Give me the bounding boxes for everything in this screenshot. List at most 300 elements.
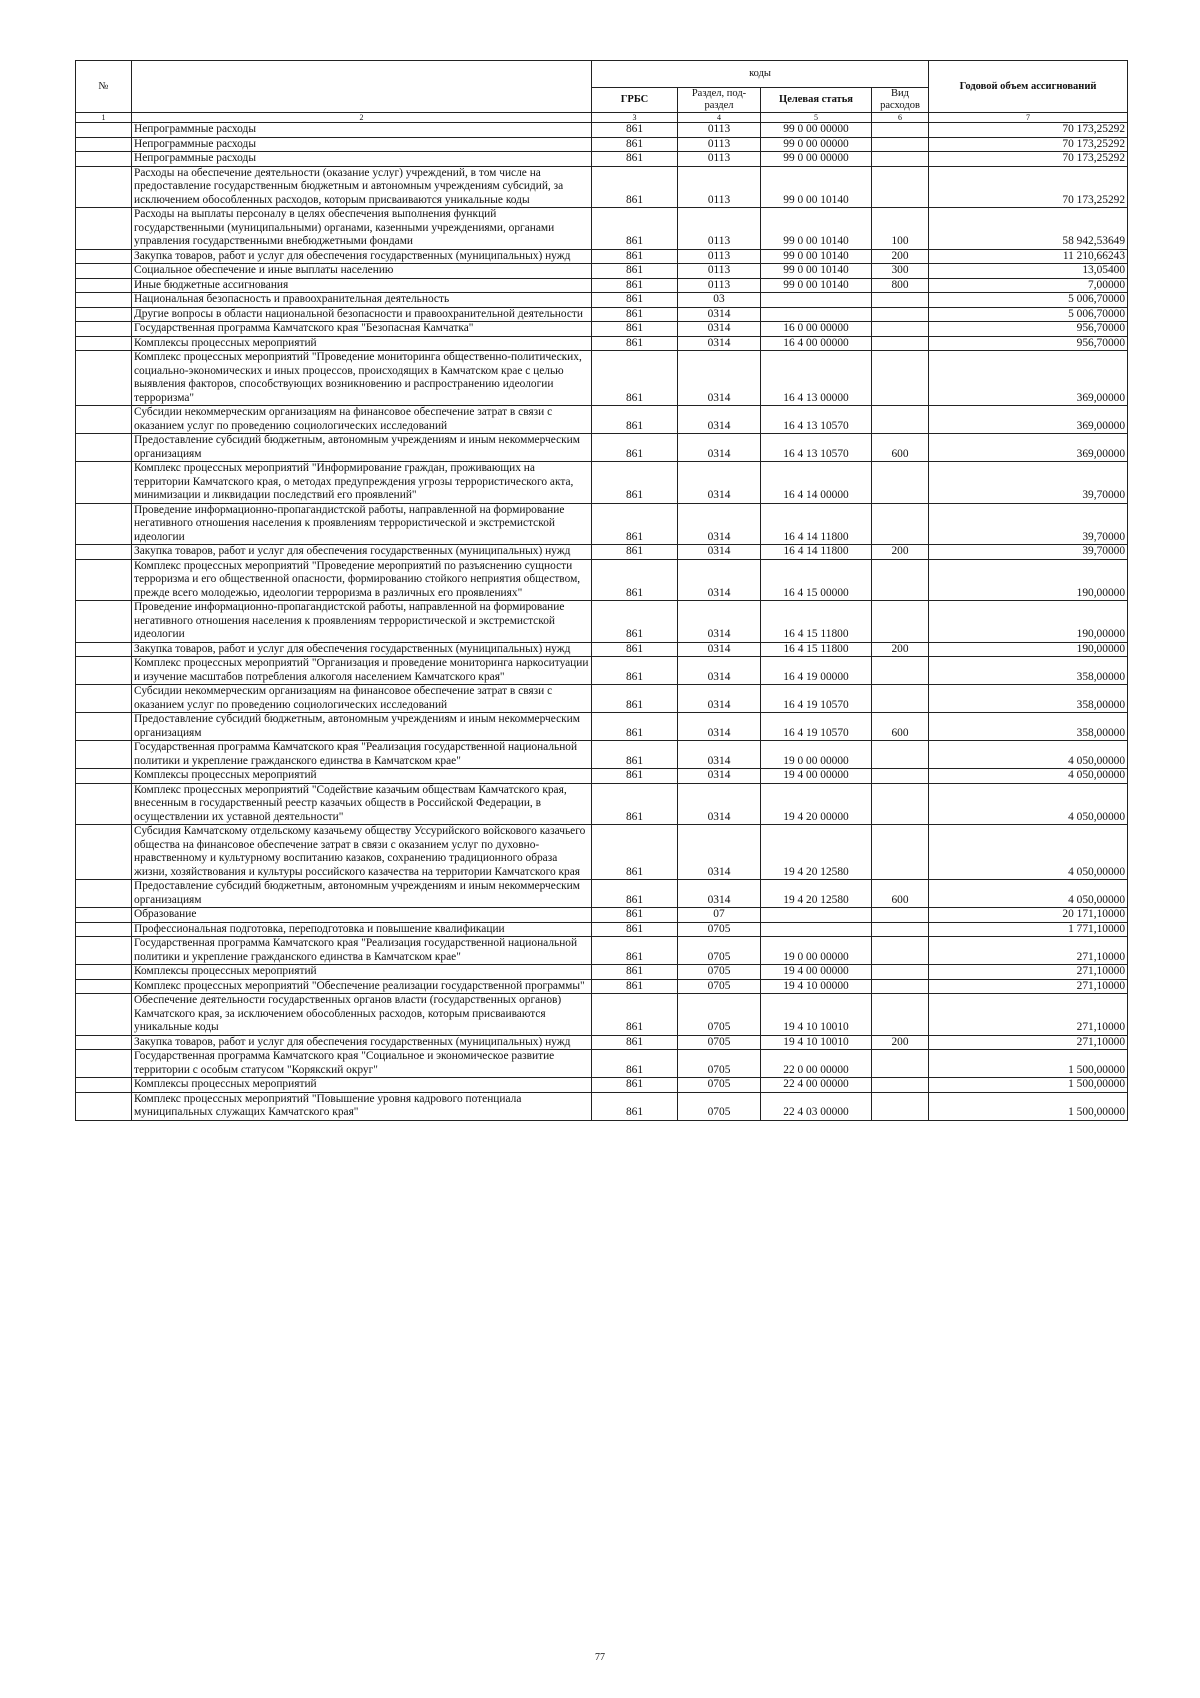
table-header	[76, 61, 1128, 123]
row-expense-type	[872, 462, 929, 504]
row-expense-type	[872, 685, 929, 713]
row-amount: 1 500,00000	[929, 1078, 1128, 1093]
table-row	[76, 783, 1128, 825]
row-section: 0705	[678, 965, 761, 980]
row-no	[76, 685, 132, 713]
row-amount: 70 173,25292	[929, 137, 1128, 152]
row-name: Комплексы процессных мероприятий	[132, 1078, 592, 1093]
row-no	[76, 1092, 132, 1120]
row-expense-type	[872, 137, 929, 152]
row-amount: 7,00000	[929, 278, 1128, 293]
col-number: 5	[761, 113, 872, 123]
row-amount: 4 050,00000	[929, 769, 1128, 784]
table-row	[76, 937, 1128, 965]
row-target: 19 4 20 12580	[761, 825, 872, 880]
table-row	[76, 166, 1128, 208]
row-name: Непрограммные расходы	[132, 123, 592, 138]
row-section: 0705	[678, 1050, 761, 1078]
row-target: 19 0 00 00000	[761, 937, 872, 965]
header-codes: коды	[592, 61, 929, 88]
row-section: 0314	[678, 741, 761, 769]
row-section: 0314	[678, 406, 761, 434]
row-name: Закупка товаров, работ и услуг для обеспечения государственных (муниципальных) нужд	[132, 545, 592, 560]
row-expense-type	[872, 783, 929, 825]
row-amount: 271,10000	[929, 1035, 1128, 1050]
budget-table-sheet	[75, 60, 1127, 1121]
row-no	[76, 307, 132, 322]
row-grbs: 861	[592, 741, 678, 769]
row-expense-type: 200	[872, 545, 929, 560]
table-row	[76, 559, 1128, 601]
row-section: 0314	[678, 351, 761, 406]
row-grbs: 861	[592, 351, 678, 406]
row-target: 16 4 14 11800	[761, 545, 872, 560]
row-section: 0314	[678, 434, 761, 462]
row-grbs: 861	[592, 123, 678, 138]
table-row	[76, 336, 1128, 351]
row-no	[76, 601, 132, 643]
row-no	[76, 351, 132, 406]
table-row	[76, 769, 1128, 784]
row-grbs: 861	[592, 769, 678, 784]
table-row	[76, 1092, 1128, 1120]
row-expense-type: 800	[872, 278, 929, 293]
row-expense-type	[872, 825, 929, 880]
row-name: Непрограммные расходы	[132, 137, 592, 152]
row-grbs: 861	[592, 994, 678, 1036]
row-expense-type	[872, 965, 929, 980]
row-amount: 190,00000	[929, 601, 1128, 643]
header-annual: Годовой объем ассигнований	[929, 61, 1128, 113]
row-amount: 369,00000	[929, 351, 1128, 406]
row-section: 0314	[678, 307, 761, 322]
row-name: Предоставление субсидий бюджетным, автономным учреждениям и иным некоммерческим организациям	[132, 713, 592, 741]
row-section: 0113	[678, 264, 761, 279]
row-amount: 39,70000	[929, 503, 1128, 545]
row-no	[76, 922, 132, 937]
row-no	[76, 979, 132, 994]
row-target: 99 0 00 10140	[761, 278, 872, 293]
row-expense-type	[872, 559, 929, 601]
table-row	[76, 137, 1128, 152]
row-target: 16 4 19 00000	[761, 657, 872, 685]
row-expense-type	[872, 322, 929, 337]
row-grbs: 861	[592, 208, 678, 250]
row-no	[76, 278, 132, 293]
row-expense-type: 600	[872, 713, 929, 741]
row-amount: 5 006,70000	[929, 307, 1128, 322]
row-expense-type	[872, 406, 929, 434]
row-target: 19 0 00 00000	[761, 741, 872, 769]
row-grbs: 861	[592, 462, 678, 504]
row-name: Комплексы процессных мероприятий	[132, 769, 592, 784]
row-grbs: 861	[592, 965, 678, 980]
row-name: Закупка товаров, работ и услуг для обеспечения государственных (муниципальных) нужд	[132, 249, 592, 264]
row-amount: 358,00000	[929, 657, 1128, 685]
row-grbs: 861	[592, 1078, 678, 1093]
row-grbs: 861	[592, 166, 678, 208]
row-target: 16 4 13 00000	[761, 351, 872, 406]
row-name: Образование	[132, 908, 592, 923]
row-target: 19 4 10 00000	[761, 979, 872, 994]
table-row	[76, 462, 1128, 504]
table-row	[76, 406, 1128, 434]
row-expense-type: 600	[872, 434, 929, 462]
row-expense-type	[872, 503, 929, 545]
row-name: Непрограммные расходы	[132, 152, 592, 167]
row-no	[76, 434, 132, 462]
row-no	[76, 559, 132, 601]
row-grbs: 861	[592, 1050, 678, 1078]
row-expense-type	[872, 937, 929, 965]
row-section: 0314	[678, 713, 761, 741]
row-expense-type	[872, 1050, 929, 1078]
row-section: 0113	[678, 152, 761, 167]
col-number: 7	[929, 113, 1128, 123]
table-row	[76, 642, 1128, 657]
row-grbs: 861	[592, 1092, 678, 1120]
row-grbs: 861	[592, 601, 678, 643]
table-row	[76, 685, 1128, 713]
row-target: 19 4 20 00000	[761, 783, 872, 825]
row-grbs: 861	[592, 322, 678, 337]
row-amount: 369,00000	[929, 434, 1128, 462]
table-row	[76, 293, 1128, 308]
row-amount: 1 771,10000	[929, 922, 1128, 937]
row-amount: 70 173,25292	[929, 166, 1128, 208]
row-amount: 4 050,00000	[929, 783, 1128, 825]
row-no	[76, 880, 132, 908]
row-section: 0113	[678, 166, 761, 208]
row-amount: 13,05400	[929, 264, 1128, 279]
row-no	[76, 783, 132, 825]
row-expense-type	[872, 994, 929, 1036]
row-expense-type: 200	[872, 642, 929, 657]
row-amount: 358,00000	[929, 685, 1128, 713]
row-no	[76, 642, 132, 657]
table-row	[76, 713, 1128, 741]
row-section: 0314	[678, 462, 761, 504]
row-target: 16 4 15 00000	[761, 559, 872, 601]
row-expense-type	[872, 657, 929, 685]
row-amount: 1 500,00000	[929, 1050, 1128, 1078]
row-grbs: 861	[592, 937, 678, 965]
row-no	[76, 166, 132, 208]
row-section: 0314	[678, 559, 761, 601]
table-row	[76, 1035, 1128, 1050]
row-target: 19 4 00 00000	[761, 769, 872, 784]
row-section: 0705	[678, 1035, 761, 1050]
row-no	[76, 137, 132, 152]
table-row	[76, 152, 1128, 167]
row-no	[76, 713, 132, 741]
row-grbs: 861	[592, 657, 678, 685]
row-name: Предоставление субсидий бюджетным, автономным учреждениям и иным некоммерческим организациям	[132, 880, 592, 908]
row-target	[761, 293, 872, 308]
row-no	[76, 657, 132, 685]
row-amount: 58 942,53649	[929, 208, 1128, 250]
row-amount: 70 173,25292	[929, 123, 1128, 138]
row-amount: 271,10000	[929, 965, 1128, 980]
row-grbs: 861	[592, 137, 678, 152]
row-target: 16 4 14 11800	[761, 503, 872, 545]
row-name: Закупка товаров, работ и услуг для обеспечения государственных (муниципальных) нужд	[132, 1035, 592, 1050]
row-grbs: 861	[592, 264, 678, 279]
row-target: 16 4 15 11800	[761, 642, 872, 657]
row-no	[76, 123, 132, 138]
row-expense-type: 200	[872, 1035, 929, 1050]
row-amount: 369,00000	[929, 406, 1128, 434]
row-section: 03	[678, 293, 761, 308]
row-target: 16 4 00 00000	[761, 336, 872, 351]
table-row	[76, 434, 1128, 462]
table-row	[76, 979, 1128, 994]
row-section: 0113	[678, 208, 761, 250]
row-name: Государственная программа Камчатского края "Реализация государственной национальной политики и укрепление гражданского единства в Камчатском крае"	[132, 741, 592, 769]
row-amount: 358,00000	[929, 713, 1128, 741]
header-target: Целевая статья	[761, 88, 872, 113]
row-name: Предоставление субсидий бюджетным, автономным учреждениям и иным некоммерческим организациям	[132, 434, 592, 462]
table-row	[76, 965, 1128, 980]
row-grbs: 861	[592, 922, 678, 937]
row-grbs: 861	[592, 642, 678, 657]
row-section: 0113	[678, 278, 761, 293]
row-amount: 5 006,70000	[929, 293, 1128, 308]
row-amount: 271,10000	[929, 937, 1128, 965]
row-amount: 956,70000	[929, 322, 1128, 337]
header-expense-type: Вид расходов	[872, 88, 929, 113]
row-section: 0705	[678, 979, 761, 994]
col-number: 3	[592, 113, 678, 123]
row-target: 16 4 15 11800	[761, 601, 872, 643]
row-amount: 190,00000	[929, 642, 1128, 657]
row-amount: 1 500,00000	[929, 1092, 1128, 1120]
row-target: 16 4 19 10570	[761, 713, 872, 741]
row-grbs: 861	[592, 545, 678, 560]
row-target: 19 4 10 10010	[761, 1035, 872, 1050]
row-grbs: 861	[592, 278, 678, 293]
header-grbs: ГРБС	[592, 88, 678, 113]
row-target: 99 0 00 00000	[761, 123, 872, 138]
row-no	[76, 769, 132, 784]
row-no	[76, 825, 132, 880]
row-amount: 39,70000	[929, 462, 1128, 504]
header-section: Раздел, под-раздел	[678, 88, 761, 113]
row-no	[76, 264, 132, 279]
col-number: 6	[872, 113, 929, 123]
row-no	[76, 462, 132, 504]
row-name: Комплекс процессных мероприятий "Проведение мероприятий по разъяснению сущности терроризма и его общественной опасности, формированию стойкого неприятия обществом, прежде всего молодежью, идеологии терроризма в различных его проявлениях"	[132, 559, 592, 601]
row-expense-type	[872, 908, 929, 923]
row-grbs: 861	[592, 293, 678, 308]
row-no	[76, 406, 132, 434]
row-name: Расходы на выплаты персоналу в целях обеспечения выполнения функций государственными (муниципальными) органами, казенными учреждениями, органами управления государственными внебюджетными фондами	[132, 208, 592, 250]
row-target	[761, 922, 872, 937]
row-amount: 190,00000	[929, 559, 1128, 601]
row-expense-type: 100	[872, 208, 929, 250]
row-section: 0314	[678, 545, 761, 560]
table-row	[76, 601, 1128, 643]
table-row	[76, 825, 1128, 880]
row-section: 0705	[678, 1092, 761, 1120]
row-section: 0314	[678, 336, 761, 351]
row-target: 99 0 00 00000	[761, 152, 872, 167]
table-row	[76, 322, 1128, 337]
col-number: 1	[76, 113, 132, 123]
row-grbs: 861	[592, 503, 678, 545]
row-target: 16 4 19 10570	[761, 685, 872, 713]
row-no	[76, 322, 132, 337]
row-section: 07	[678, 908, 761, 923]
table-row	[76, 208, 1128, 250]
table-row	[76, 994, 1128, 1036]
row-expense-type	[872, 741, 929, 769]
row-section: 0113	[678, 137, 761, 152]
row-no	[76, 249, 132, 264]
row-target: 22 0 00 00000	[761, 1050, 872, 1078]
row-expense-type	[872, 351, 929, 406]
header-no: №	[76, 61, 132, 113]
row-name: Государственная программа Камчатского края "Социальное и экономическое развитие территории с особым статусом "Корякский округ"	[132, 1050, 592, 1078]
row-target: 99 0 00 10140	[761, 208, 872, 250]
row-expense-type: 600	[872, 880, 929, 908]
row-name: Комплекс процессных мероприятий "Организация и проведение мониторинга наркоситуации и изучение масштабов потребления алкоголя населением Камчатского края"	[132, 657, 592, 685]
row-amount: 271,10000	[929, 994, 1128, 1036]
row-expense-type	[872, 1092, 929, 1120]
row-grbs: 861	[592, 406, 678, 434]
row-amount: 11 210,66243	[929, 249, 1128, 264]
row-expense-type	[872, 336, 929, 351]
row-expense-type	[872, 979, 929, 994]
row-amount: 39,70000	[929, 545, 1128, 560]
row-name: Национальная безопасность и правоохранительная деятельность	[132, 293, 592, 308]
row-name: Комплекс процессных мероприятий "Обеспечение реализации государственной программы"	[132, 979, 592, 994]
col-number: 2	[132, 113, 592, 123]
row-section: 0314	[678, 601, 761, 643]
row-section: 0314	[678, 783, 761, 825]
row-name: Субсидии некоммерческим организациям на финансовое обеспечение затрат в связи с оказанием услуг по проведению социологических исследований	[132, 406, 592, 434]
row-no	[76, 994, 132, 1036]
row-section: 0705	[678, 937, 761, 965]
table-row	[76, 1050, 1128, 1078]
row-grbs: 861	[592, 336, 678, 351]
row-name: Другие вопросы в области национальной безопасности и правоохранительной деятельности	[132, 307, 592, 322]
row-section: 0314	[678, 825, 761, 880]
row-section: 0705	[678, 994, 761, 1036]
row-no	[76, 937, 132, 965]
row-name: Расходы на обеспечение деятельности (оказание услуг) учреждений, в том числе на предоставление государственным бюджетным и автономным учреждениям субсидий, за исключением обособленных расходов, которым присваиваются уникальные коды	[132, 166, 592, 208]
table-row	[76, 351, 1128, 406]
table-row	[76, 307, 1128, 322]
row-section: 0705	[678, 1078, 761, 1093]
row-no	[76, 1050, 132, 1078]
row-section: 0314	[678, 642, 761, 657]
table-row	[76, 264, 1128, 279]
table-row	[76, 922, 1128, 937]
row-section: 0314	[678, 503, 761, 545]
row-amount: 271,10000	[929, 979, 1128, 994]
row-expense-type	[872, 307, 929, 322]
row-amount: 4 050,00000	[929, 880, 1128, 908]
row-amount: 20 171,10000	[929, 908, 1128, 923]
row-expense-type: 300	[872, 264, 929, 279]
row-target: 99 0 00 00000	[761, 137, 872, 152]
row-section: 0314	[678, 880, 761, 908]
row-no	[76, 965, 132, 980]
row-expense-type	[872, 123, 929, 138]
row-name: Иные бюджетные ассигнования	[132, 278, 592, 293]
row-no	[76, 336, 132, 351]
row-name: Государственная программа Камчатского края "Безопасная Камчатка"	[132, 322, 592, 337]
row-no	[76, 908, 132, 923]
row-target	[761, 908, 872, 923]
table-row	[76, 249, 1128, 264]
row-target: 99 0 00 10140	[761, 166, 872, 208]
table-row	[76, 908, 1128, 923]
row-grbs: 861	[592, 685, 678, 713]
row-expense-type	[872, 1078, 929, 1093]
row-name: Комплексы процессных мероприятий	[132, 336, 592, 351]
row-target: 22 4 03 00000	[761, 1092, 872, 1120]
row-amount: 956,70000	[929, 336, 1128, 351]
row-grbs: 861	[592, 825, 678, 880]
row-no	[76, 545, 132, 560]
row-no	[76, 293, 132, 308]
row-name: Субсидия Камчатскому отдельскому казачьему обществу Уссурийского войскового казачьего общества на финансовое обеспечение затрат в связи с оказанием услуг по духовно-нравственному и культурному воспитанию казаков, сохранению традиционного образа жизни, хозяйствования и культуры российского казачества на территории Камчатского края	[132, 825, 592, 880]
row-section: 0314	[678, 685, 761, 713]
row-grbs: 861	[592, 434, 678, 462]
row-grbs: 861	[592, 559, 678, 601]
row-name: Проведение информационно-пропагандистской работы, направленной на формирование негативного отношения населения к проявлениям террористической и экстремистской идеологии	[132, 503, 592, 545]
row-name: Комплекс процессных мероприятий "Повышение уровня кадрового потенциала муниципальных служащих Камчатского края"	[132, 1092, 592, 1120]
row-section: 0314	[678, 657, 761, 685]
row-section: 0705	[678, 922, 761, 937]
row-name: Обеспечение деятельности государственных органов власти (государственных органов) Камчатского края, за исключением обособленных расходов, которым присваиваются уникальные коды	[132, 994, 592, 1036]
row-grbs: 861	[592, 880, 678, 908]
row-expense-type	[872, 152, 929, 167]
row-grbs: 861	[592, 979, 678, 994]
row-expense-type	[872, 601, 929, 643]
table-row	[76, 741, 1128, 769]
row-name: Профессиональная подготовка, переподготовка и повышение квалификации	[132, 922, 592, 937]
row-name: Закупка товаров, работ и услуг для обеспечения государственных (муниципальных) нужд	[132, 642, 592, 657]
row-section: 0113	[678, 249, 761, 264]
row-grbs: 861	[592, 307, 678, 322]
row-no	[76, 1078, 132, 1093]
row-target: 19 4 00 00000	[761, 965, 872, 980]
row-expense-type: 200	[872, 249, 929, 264]
row-no	[76, 208, 132, 250]
row-section: 0314	[678, 769, 761, 784]
row-grbs: 861	[592, 152, 678, 167]
row-amount: 4 050,00000	[929, 741, 1128, 769]
row-expense-type	[872, 293, 929, 308]
row-no	[76, 741, 132, 769]
row-target: 99 0 00 10140	[761, 264, 872, 279]
row-expense-type	[872, 769, 929, 784]
row-name: Комплекс процессных мероприятий "Информирование граждан, проживающих на территории Камчатского края, о методах предупреждения угрозы террористического акта, минимизации и ликвидации последствий его проявлений"	[132, 462, 592, 504]
row-section: 0314	[678, 322, 761, 337]
row-grbs: 861	[592, 1035, 678, 1050]
row-grbs: 861	[592, 249, 678, 264]
table-row	[76, 545, 1128, 560]
row-grbs: 861	[592, 713, 678, 741]
table-row	[76, 657, 1128, 685]
row-target: 16 4 14 00000	[761, 462, 872, 504]
row-amount: 4 050,00000	[929, 825, 1128, 880]
table-body	[76, 123, 1128, 1121]
row-target	[761, 307, 872, 322]
